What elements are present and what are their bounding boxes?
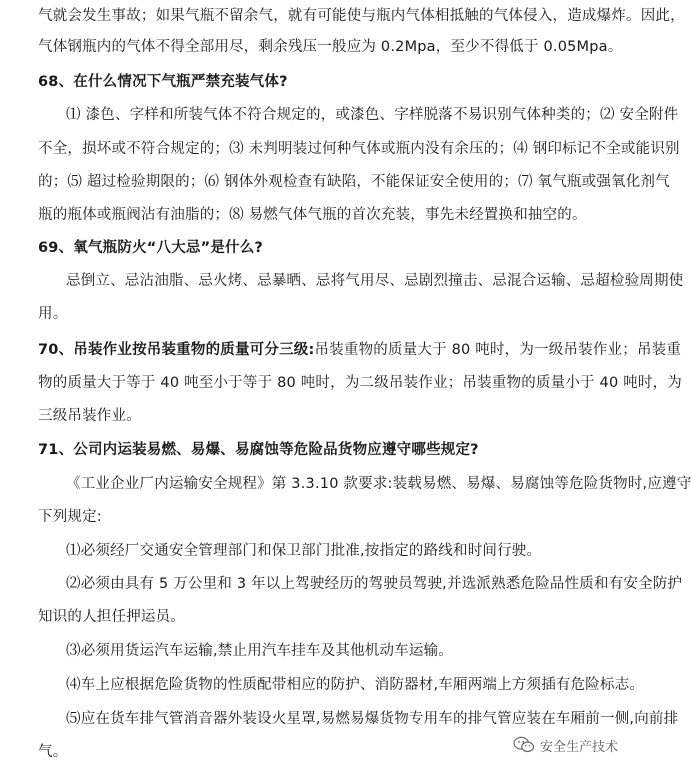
question-68-heading: 68、在什么情况下气瓶严禁充装气体? (38, 74, 288, 90)
question-71-heading: 71、公司内运装易燃、易爆、易腐蚀等危险品货物应遵守哪些规定? (38, 442, 479, 458)
paragraph-line: 忌倒立、忌沾油脂、忌火烤、忌暴晒、忌将气用尽、忌剧烈撞击、忌混合运输、忌超检验周期使 (66, 273, 684, 289)
list-item: ⑴必须经厂交通安全管理部门和保卫部门批准,按指定的路线和时间行驶。 (66, 543, 542, 559)
watermark (513, 734, 618, 756)
paragraph-line: 的；⑸ 超过检验期限的；⑹ 钢体外观检查有缺陷，不能保证安全使用的；⑺ 氧气瓶或强氧化剂气 (38, 174, 670, 190)
paragraph-line: 气体钢瓶内的气体不得全部用尽，剩余残压一般应为 0.2Mpa，至少不得低于 0.05Mpa。 (38, 39, 623, 55)
list-item: ⑵必须由具有 5 万公里和 3 年以上驾驶经历的驾驶员驾驶,并选派熟悉危险品性质和有安全防护 (66, 576, 683, 592)
question-70-body-start: 吊装重物的质量大于 80 吨时，为一级吊装作业；吊装重 (314, 342, 682, 358)
paragraph-line: 气就会发生事故；如果气瓶不留余气，就有可能使与瓶内气体相抵触的气体侵入，造成爆炸。因此， (38, 8, 685, 24)
wechat-icon (513, 736, 535, 754)
paragraph-line: 三级吊装作业。 (38, 408, 141, 424)
question-70-line (38, 340, 682, 360)
list-item: ⑸应在货车排气管消音器外装设火星罩,易燃易爆货物专用车的排气管应装在车厢前一侧,向前排 (66, 711, 679, 727)
paragraph-line: 用。 (38, 306, 68, 322)
paragraph-line: 不全，损坏或不符合规定的；⑶ 未判明装过何种气体或瓶内没有余压的；⑷ 钢印标记不全或能识别 (38, 141, 680, 157)
paragraph-line: 瓶的瓶体或瓶阀沾有油脂的；⑻ 易燃气体气瓶的首次充装，事先未经置换和抽空的。 (38, 207, 587, 223)
paragraph-line: 《工业企业厂内运输安全规程》第 3.3.10 款要求:装载易燃、易爆、易腐蚀等危险货物时,应遵守 (66, 476, 691, 492)
watermark-text: 安全生产技术 (539, 739, 618, 755)
list-item-continuation: 知识的人担任押运员。 (38, 609, 185, 625)
paragraph-line: ⑴ 漆色、字样和所装气体不符合规定的，或漆色、字样脱落不易识别气体种类的；⑵ 安全附件 (66, 107, 679, 123)
paragraph-line: 下列规定: (38, 509, 102, 525)
list-item-continuation: 气。 (38, 744, 68, 760)
paragraph-line: 物的质量大于等于 40 吨至小于等于 80 吨时，为二级吊装作业；吊装重物的质量小于 40 吨时，为 (38, 375, 683, 391)
question-70-heading: 70、吊装作业按吊装重物的质量可分三级: (38, 342, 315, 358)
list-item: ⑶必须用货运汽车运输,禁止用汽车挂车及其他机动车运输。 (66, 643, 454, 659)
list-item: ⑷车上应根据危险货物的性质配带相应的防护、消防器材,车厢两端上方须插有危险标志。 (66, 677, 645, 693)
question-69-heading: 69、氧气瓶防火“八大忌”是什么? (38, 240, 264, 256)
